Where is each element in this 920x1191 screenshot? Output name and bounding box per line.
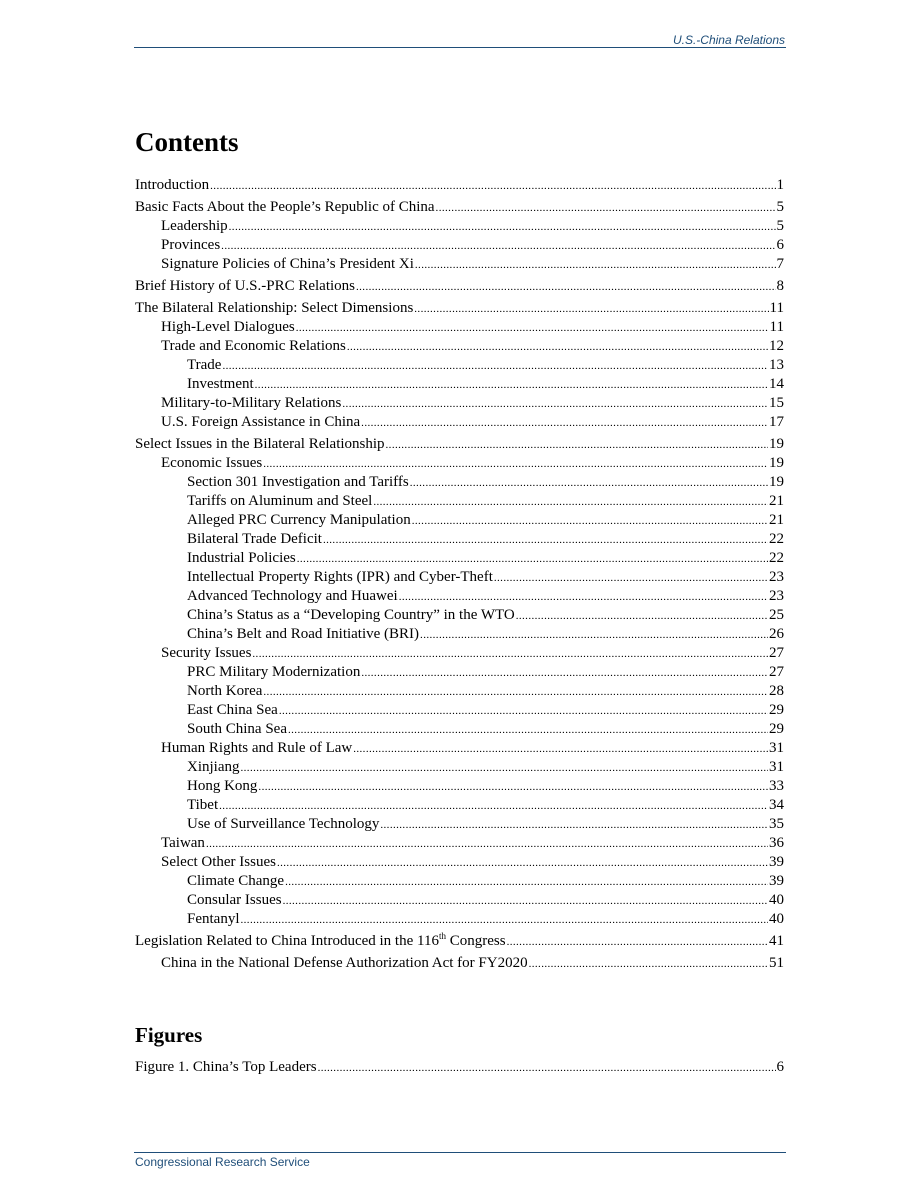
dot-leader [342,395,768,414]
toc-entry[interactable] [135,299,784,318]
toc-entry-label: Signature Policies of China’s President Xi [161,256,414,272]
toc-entry[interactable] [135,663,784,682]
dot-leader [277,854,768,873]
toc-entry-label: Select Issues in the Bilateral Relationship [135,436,385,452]
dot-leader [361,664,768,683]
toc-entry-label: Select Other Issues [161,854,276,870]
toc-entry-page: 29 [769,702,784,718]
toc-entry-page: 39 [769,873,784,889]
contents-title: Contents [135,127,239,157]
legislation-label-superscript: th [438,931,446,941]
toc-entry-page: 7 [776,256,784,272]
toc-entry-page: 23 [769,588,784,604]
toc-entry-label: Figure 1. China’s Top Leaders [135,1059,317,1075]
toc-entry-label: Trade and Economic Relations [161,338,346,354]
dot-leader [263,683,768,702]
toc-entry[interactable] [135,236,784,255]
toc-entry[interactable] [135,644,784,663]
toc-entry-label: China’s Belt and Road Initiative (BRI) [187,626,420,642]
toc-entry[interactable] [135,473,784,492]
toc-entry[interactable] [135,337,784,356]
toc-entry[interactable] [135,777,784,796]
toc-entry-label: Climate Change [187,873,285,889]
toc-entry[interactable] [135,954,784,973]
dot-leader [386,436,768,455]
dot-leader [255,376,768,395]
toc-entry[interactable] [135,739,784,758]
toc-entry[interactable] [135,198,784,217]
toc-entry-page: 22 [769,550,784,566]
toc-entry-page: 17 [769,414,784,430]
dot-leader [221,237,775,256]
toc-entry[interactable] [135,853,784,872]
toc-entry[interactable] [135,549,784,568]
toc-entry-page: 19 [769,436,784,452]
toc-entry[interactable] [135,815,784,834]
toc-entry-label: Basic Facts About the People’s Republic of China [135,199,435,215]
toc-entry-page: 35 [769,816,784,832]
toc-entry-page: 19 [769,474,784,490]
toc-entry[interactable] [135,932,784,951]
toc-entry-page: 11 [769,300,784,316]
dot-leader [222,357,768,376]
table-of-contents [135,173,784,973]
toc-entry-page: 31 [769,759,784,775]
running-header: U.S.-China Relations [672,33,785,47]
toc-entry-label: Intellectual Property Rights (IPR) and Cyber-Theft [187,569,493,585]
toc-entry-page: 31 [769,740,784,756]
dot-leader [297,550,768,569]
dot-leader [420,626,768,645]
toc-entry[interactable] [135,356,784,375]
toc-entry[interactable] [135,872,784,891]
toc-entry-label: Alleged PRC Currency Manipulation [187,512,411,528]
toc-entry-label [135,932,506,951]
toc-entry-label: East China Sea [187,702,278,718]
toc-entry-label: Tibet [187,797,219,813]
toc-entry[interactable] [135,910,784,929]
toc-entry-page: 8 [776,278,784,294]
toc-entry-label: High-Level Dialogues [161,319,295,335]
toc-entry-page: 28 [769,683,784,699]
toc-entry-page: 23 [769,569,784,585]
dot-leader [323,531,768,550]
toc-entry-label: North Korea [187,683,263,699]
toc-entry[interactable] [135,255,784,274]
dot-leader [279,702,768,721]
toc-entry[interactable] [135,454,784,473]
dot-leader [288,721,768,740]
toc-entry[interactable] [135,176,784,195]
legislation-label-prefix: Legislation Related to China Introduced in the 116 [135,933,439,949]
toc-entry-page: 5 [776,199,784,215]
toc-entry-label: Provinces [161,237,221,253]
figures-title: Figures [135,1023,203,1047]
legislation-label-suffix: Congress [445,933,506,949]
toc-entry[interactable] [135,587,784,606]
toc-entry-label: Fentanyl [187,911,240,927]
toc-entry-page: 1 [776,177,784,193]
toc-entry-label: Economic Issues [161,455,263,471]
toc-entry-page: 40 [769,911,784,927]
dot-leader [283,892,768,911]
toc-entry-label: Human Rights and Rule of Law [161,740,353,756]
dot-leader [414,300,768,319]
dot-leader [356,278,776,297]
dot-leader [285,873,768,892]
toc-entry-label: South China Sea [187,721,287,737]
dot-leader [252,645,768,664]
toc-entry[interactable] [135,530,784,549]
list-of-figures [135,1058,784,1077]
dot-leader [206,835,768,854]
toc-entry-label: Tariffs on Aluminum and Steel [187,493,373,509]
toc-entry[interactable] [135,606,784,625]
toc-entry-page: 27 [769,664,784,680]
toc-entry[interactable] [135,720,784,739]
toc-entry-label: Leadership [161,218,228,234]
dot-leader [229,218,776,237]
toc-entry[interactable] [135,413,784,432]
toc-entry[interactable] [135,891,784,910]
toc-entry-label: Trade [187,357,222,373]
toc-entry-page: 33 [769,778,784,794]
toc-entry-label: Bilateral Trade Deficit [187,531,322,547]
toc-entry-page: 39 [769,854,784,870]
dot-leader [296,319,769,338]
toc-entry-label: Investment [187,376,254,392]
toc-entry-label: Xinjiang [187,759,240,775]
toc-entry-label: Industrial Policies [187,550,296,566]
dot-leader [361,414,768,433]
toc-entry-page: 5 [776,218,784,234]
dot-leader [415,256,776,275]
toc-entry-label: Introduction [135,177,210,193]
toc-entry-page: 40 [769,892,784,908]
toc-entry[interactable] [135,375,784,394]
dot-leader [436,199,776,218]
toc-entry[interactable] [135,701,784,720]
toc-entry-page: 51 [769,955,784,971]
toc-entry[interactable] [135,492,784,511]
toc-entry-label: Taiwan [161,835,205,851]
dot-leader [507,933,768,952]
toc-entry[interactable] [135,568,784,587]
toc-entry-label: China’s Status as a “Developing Country” in the WTO [187,607,515,623]
toc-entry-page: 19 [769,455,784,471]
toc-entry-page: 15 [769,395,784,411]
dot-leader [318,1059,776,1078]
toc-entry-page: 22 [769,531,784,547]
toc-entry-page: 21 [769,512,784,528]
dot-leader [353,740,768,759]
toc-entry[interactable] [135,758,784,777]
toc-entry-label: Consular Issues [187,892,282,908]
header-rule [134,47,786,48]
toc-entry-page: 25 [769,607,784,623]
toc-entry-label: U.S. Foreign Assistance in China [161,414,361,430]
dot-leader [373,493,768,512]
toc-entry-page: 41 [769,933,784,949]
toc-entry[interactable] [135,435,784,454]
toc-entry-page: 13 [769,357,784,373]
dot-leader [347,338,768,357]
dot-leader [241,911,769,930]
toc-entry-label: Use of Surveillance Technology [187,816,380,832]
footer-rule [134,1152,786,1153]
toc-entry[interactable] [135,318,784,337]
toc-entry-label: China in the National Defense Authorization Act for FY2020 [161,955,528,971]
dot-leader [210,177,775,196]
dot-leader [516,607,768,626]
toc-entry[interactable] [135,796,784,815]
toc-entry[interactable] [135,217,784,236]
dot-leader [494,569,768,588]
toc-entry-label: Security Issues [161,645,252,661]
toc-entry-page: 6 [776,237,784,253]
toc-entry-page: 21 [769,493,784,509]
toc-entry[interactable] [135,511,784,530]
toc-entry-page: 27 [769,645,784,661]
toc-entry-label: The Bilateral Relationship: Select Dimensions [135,300,414,316]
dot-leader [241,759,769,778]
dot-leader [263,455,768,474]
toc-entry-label: Military-to-Military Relations [161,395,342,411]
toc-entry-label: Hong Kong [187,778,258,794]
dot-leader [380,816,768,835]
dot-leader [258,778,768,797]
toc-entry-page: 34 [769,797,784,813]
toc-entry-page: 12 [769,338,784,354]
toc-entry[interactable] [135,834,784,853]
toc-entry-label: Section 301 Investigation and Tariffs [187,474,409,490]
toc-entry[interactable] [135,394,784,413]
toc-entry-page: 26 [769,626,784,642]
dot-leader [219,797,768,816]
toc-entry-label: Advanced Technology and Huawei [187,588,398,604]
footer-organization: Congressional Research Service [135,1155,310,1169]
toc-entry-page: 29 [769,721,784,737]
dot-leader [410,474,768,493]
toc-entry-page: 6 [776,1059,784,1075]
toc-entry-label: PRC Military Modernization [187,664,361,680]
dot-leader [412,512,768,531]
dot-leader [399,588,768,607]
toc-entry[interactable] [135,625,784,644]
dot-leader [529,955,768,974]
toc-entry-page: 14 [769,376,784,392]
toc-entry[interactable] [135,277,784,296]
toc-entry[interactable] [135,682,784,701]
toc-entry-page: 36 [769,835,784,851]
figure-entry[interactable] [135,1058,784,1077]
toc-entry-page: 11 [769,319,784,335]
toc-entry-label: Brief History of U.S.-PRC Relations [135,278,355,294]
